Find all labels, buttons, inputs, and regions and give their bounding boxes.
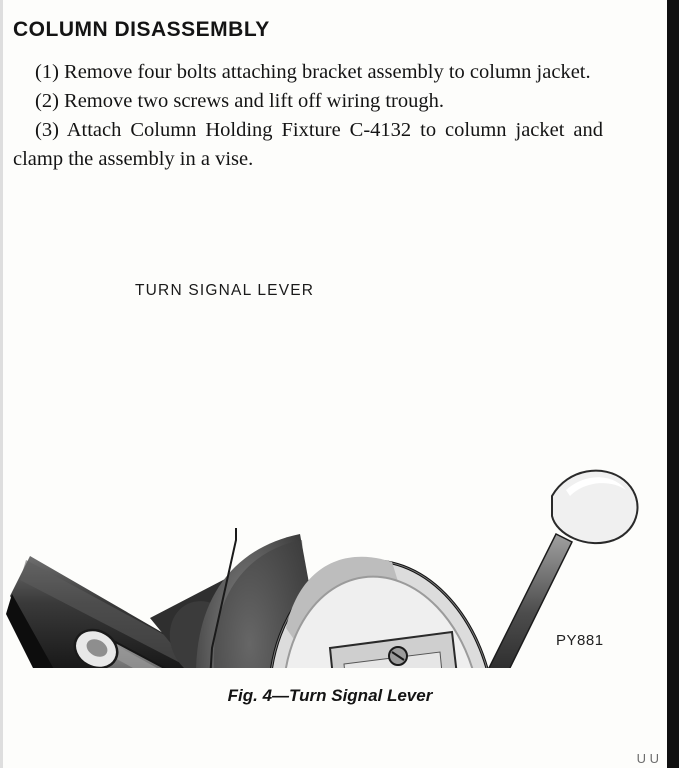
steering-column-photo [0, 228, 660, 668]
scan-edge-right [667, 0, 679, 768]
instruction-step-2: (2) Remove two screws and lift off wiring trough. [35, 90, 444, 113]
figure-turn-signal-lever [0, 228, 660, 668]
footer-mark: U U [636, 751, 659, 766]
figure-caption: Fig. 4—Turn Signal Lever [227, 686, 433, 705]
body-text [13, 58, 603, 174]
instruction-step-3: (3) Attach Column Holding Fixture C-4132 to column jacket and clamp the assembly in a vise. [13, 119, 603, 171]
instruction-step-1: (1) Remove four bolts attaching bracket assembly to column jacket. [35, 61, 591, 83]
photo-code: PY881 [556, 632, 604, 649]
section-heading: COLUMN DISASSEMBLY [13, 18, 270, 41]
callout-label-turn-signal-lever: TURN SIGNAL LEVER [135, 282, 315, 299]
